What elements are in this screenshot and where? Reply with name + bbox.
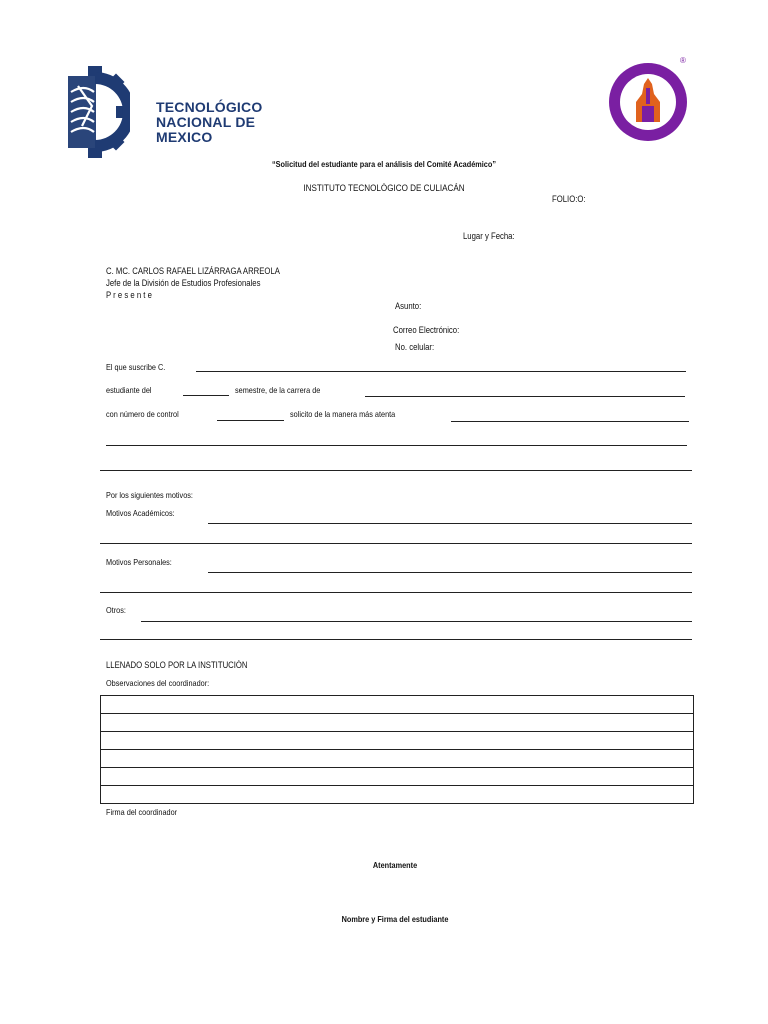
otros-label: Otros: [106,605,126,615]
folio-label: FOLIO:O: [552,194,586,204]
presente-label: P r e s e n t e [106,290,152,300]
suscribe-field[interactable] [196,371,686,372]
institute-name: INSTITUTO TECNOLÓGICO DE CULIACÁN [303,183,465,193]
semestre-label: semestre, de la carrera de [235,385,321,395]
recipient-position: Jefe de la División de Estudios Profesionales [106,278,261,288]
motivos-academicos-field-1[interactable] [208,523,692,524]
gear-emblem-icon [66,66,130,158]
motivos-academicos-field-2[interactable] [100,543,692,544]
solicito-field[interactable] [451,421,689,422]
observaciones-table [100,695,694,804]
observaciones-row[interactable] [101,696,694,714]
logo-line-1: TECNOLÓGICO [156,99,263,115]
observaciones-cell[interactable] [101,696,694,714]
celular-label: No. celular: [395,342,435,352]
observaciones-cell[interactable] [101,750,694,768]
observaciones-row[interactable] [101,750,694,768]
registered-mark: ® [680,56,686,65]
tecnm-logo [66,66,266,161]
observaciones-row[interactable] [101,714,694,732]
itc-seal-logo [606,56,690,144]
motivos-personales-field-1[interactable] [208,572,692,573]
atentamente-label: Atentamente [372,860,418,870]
carrera-field[interactable] [365,396,685,397]
observaciones-row[interactable] [101,768,694,786]
motivos-academicos-label: Motivos Académicos: [106,508,175,518]
motivos-personales-field-2[interactable] [100,592,692,593]
asunto-label: Asunto: [395,301,422,311]
semestre-field[interactable] [183,395,229,396]
correo-label: Correo Electrónico: [393,325,460,335]
logo-line-2: NACIONAL DE MEXICO [156,114,256,145]
otros-field-1[interactable] [141,621,692,622]
solicitud-line-1[interactable] [106,445,687,446]
otros-field-2[interactable] [100,639,692,640]
motivos-intro: Por los siguientes motivos: [106,490,193,500]
document-title: “Solicitud del estudiante para el análisis del Comité Académico” [272,159,496,169]
numero-control-label: con número de control [106,409,179,419]
motivos-personales-label: Motivos Personales: [106,557,172,567]
observaciones-cell[interactable] [101,768,694,786]
estudiante-label: estudiante del [106,385,152,395]
solicitud-line-2[interactable] [100,470,692,471]
recipient-name: C. MC. CARLOS RAFAEL LIZÁRRAGA ARREOLA [106,266,280,276]
firma-coordinador-label: Firma del coordinador [106,807,178,817]
observaciones-row[interactable] [101,786,694,804]
numero-control-field[interactable] [217,420,284,421]
firma-estudiante-label: Nombre y Firma del estudiante [341,914,449,924]
seal-icon [606,60,690,144]
observaciones-row[interactable] [101,732,694,750]
observaciones-cell[interactable] [101,786,694,804]
solicito-label: solicito de la manera más atenta [290,409,396,419]
lugar-fecha-label: Lugar y Fecha: [463,231,515,241]
institucion-heading: LLENADO SOLO POR LA INSTITUCIÓN [106,660,248,670]
observaciones-cell[interactable] [101,732,694,750]
observaciones-cell[interactable] [101,714,694,732]
observaciones-label: Observaciones del coordinador: [106,678,210,688]
suscribe-label: El que suscribe C. [106,362,166,372]
